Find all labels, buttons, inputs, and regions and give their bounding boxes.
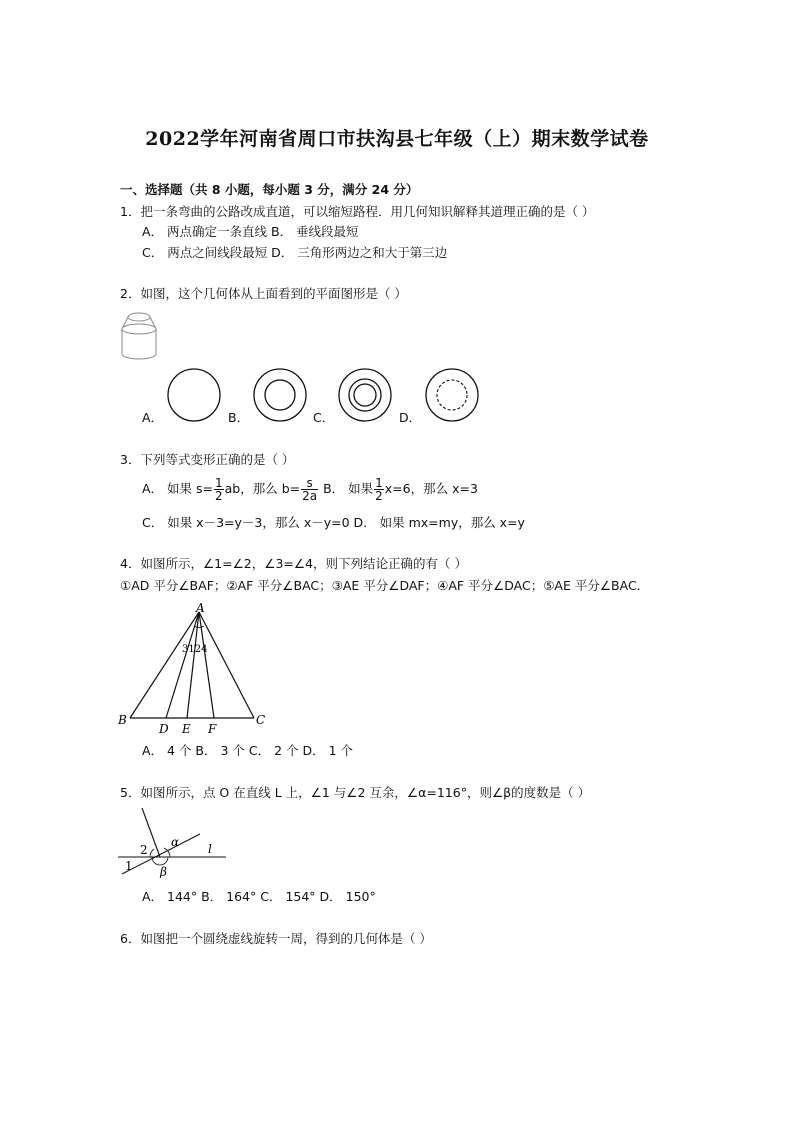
point-f-label: F: [208, 722, 217, 736]
q3-option-a-middle: ab，那么 b=: [224, 481, 301, 496]
q3-fraction-s-over-2a: [301, 477, 318, 502]
q5-stem: 5．如图所示，点 O 在直线 L 上，∠1 与∠2 互余，∠α=116°，则∠β的度数是（ ）: [120, 785, 591, 800]
q2-label-b: B．: [228, 410, 250, 425]
q1-stem: 1．把一条弯曲的公路改成直道，可以缩短路程．用几何知识解释其道理正确的是（ ）: [120, 204, 595, 219]
q3-option-b-suffix: x=6，那么 x=3: [384, 481, 478, 496]
line-l-label: l: [208, 842, 212, 856]
triangle-figure: [114, 598, 274, 740]
q3-option-a-prefix: A． 如果 s=: [142, 481, 213, 496]
fraction-numerator: s: [301, 477, 318, 490]
point-e-label: E: [182, 722, 191, 736]
option-a-single-circle: [166, 367, 222, 423]
q1-options-row2: C． 两点之间线段最短 D． 三角形两边之和大于第三边: [142, 245, 448, 260]
q3-fraction-half-a: [214, 477, 224, 502]
alpha-label: α: [171, 835, 180, 849]
q2-label-d: D．: [399, 410, 422, 425]
option-c-triple-circle: [337, 367, 393, 423]
fraction-denominator: 2a: [302, 489, 318, 503]
q5-options: A． 144° B． 164° C． 154° D． 150°: [142, 889, 376, 904]
angle-numbers-label: 3124: [182, 644, 208, 655]
exam-title: 2022学年河南省周口市扶沟县七年级（上）期末数学试卷: [145, 128, 649, 150]
q3-stem: 3．下列等式变形正确的是（ ）: [120, 452, 295, 467]
option-d-dashed-circle: [424, 367, 480, 423]
vertex-a-label: A: [196, 601, 205, 615]
q3-options-row2: C． 如果 x－3=y－3，那么 x－y=0 D． 如果 mx=my，那么 x=y: [142, 515, 525, 530]
point-d-label: D: [159, 722, 169, 736]
cylinder-solid-figure: [118, 308, 162, 364]
q3-fraction-half-b: [374, 477, 384, 502]
q2-stem: 2．如图，这个几何体从上面看到的平面图形是（ ）: [120, 286, 407, 301]
vertex-b-label: B: [118, 713, 127, 727]
section-heading: 一、选择题（共 8 小题，每小题 3 分，满分 24 分）: [120, 182, 419, 197]
q2-label-c: C．: [313, 410, 335, 425]
q6-stem: 6．如图把一个圆绕虚线旋转一周，得到的几何体是（ ）: [120, 931, 432, 946]
q3-option-b-prefix: B． 如果: [319, 481, 374, 496]
q4-stem: 4．如图所示，∠1=∠2，∠3=∠4，则下列结论正确的有（ ）: [120, 556, 468, 571]
fraction-denominator: 2: [214, 489, 223, 503]
q1-options-row1: A． 两点确定一条直线 B． 垂线段最短: [142, 224, 359, 239]
beta-label: β: [160, 865, 167, 878]
option-b-double-circle: [252, 367, 308, 423]
fraction-denominator: 2: [375, 489, 383, 503]
vertex-c-label: C: [256, 713, 266, 727]
angle-1-label: 1: [125, 859, 133, 873]
angle-2-label: 2: [140, 843, 148, 857]
q3-options-row1: [142, 474, 478, 504]
q4-options: A． 4 个 B． 3 个 C． 2 个 D． 1 个: [142, 743, 353, 758]
q2-label-a: A．: [142, 410, 164, 425]
fraction-numerator: 1: [214, 476, 223, 490]
q4-conditions: ①AD 平分∠BAF；②AF 平分∠BAC；③AE 平分∠DAF；④AF 平分∠DAC；⑤AE 平分∠BAC．: [120, 578, 650, 593]
angle-line-figure: [114, 806, 230, 878]
fraction-numerator: 1: [375, 476, 383, 490]
